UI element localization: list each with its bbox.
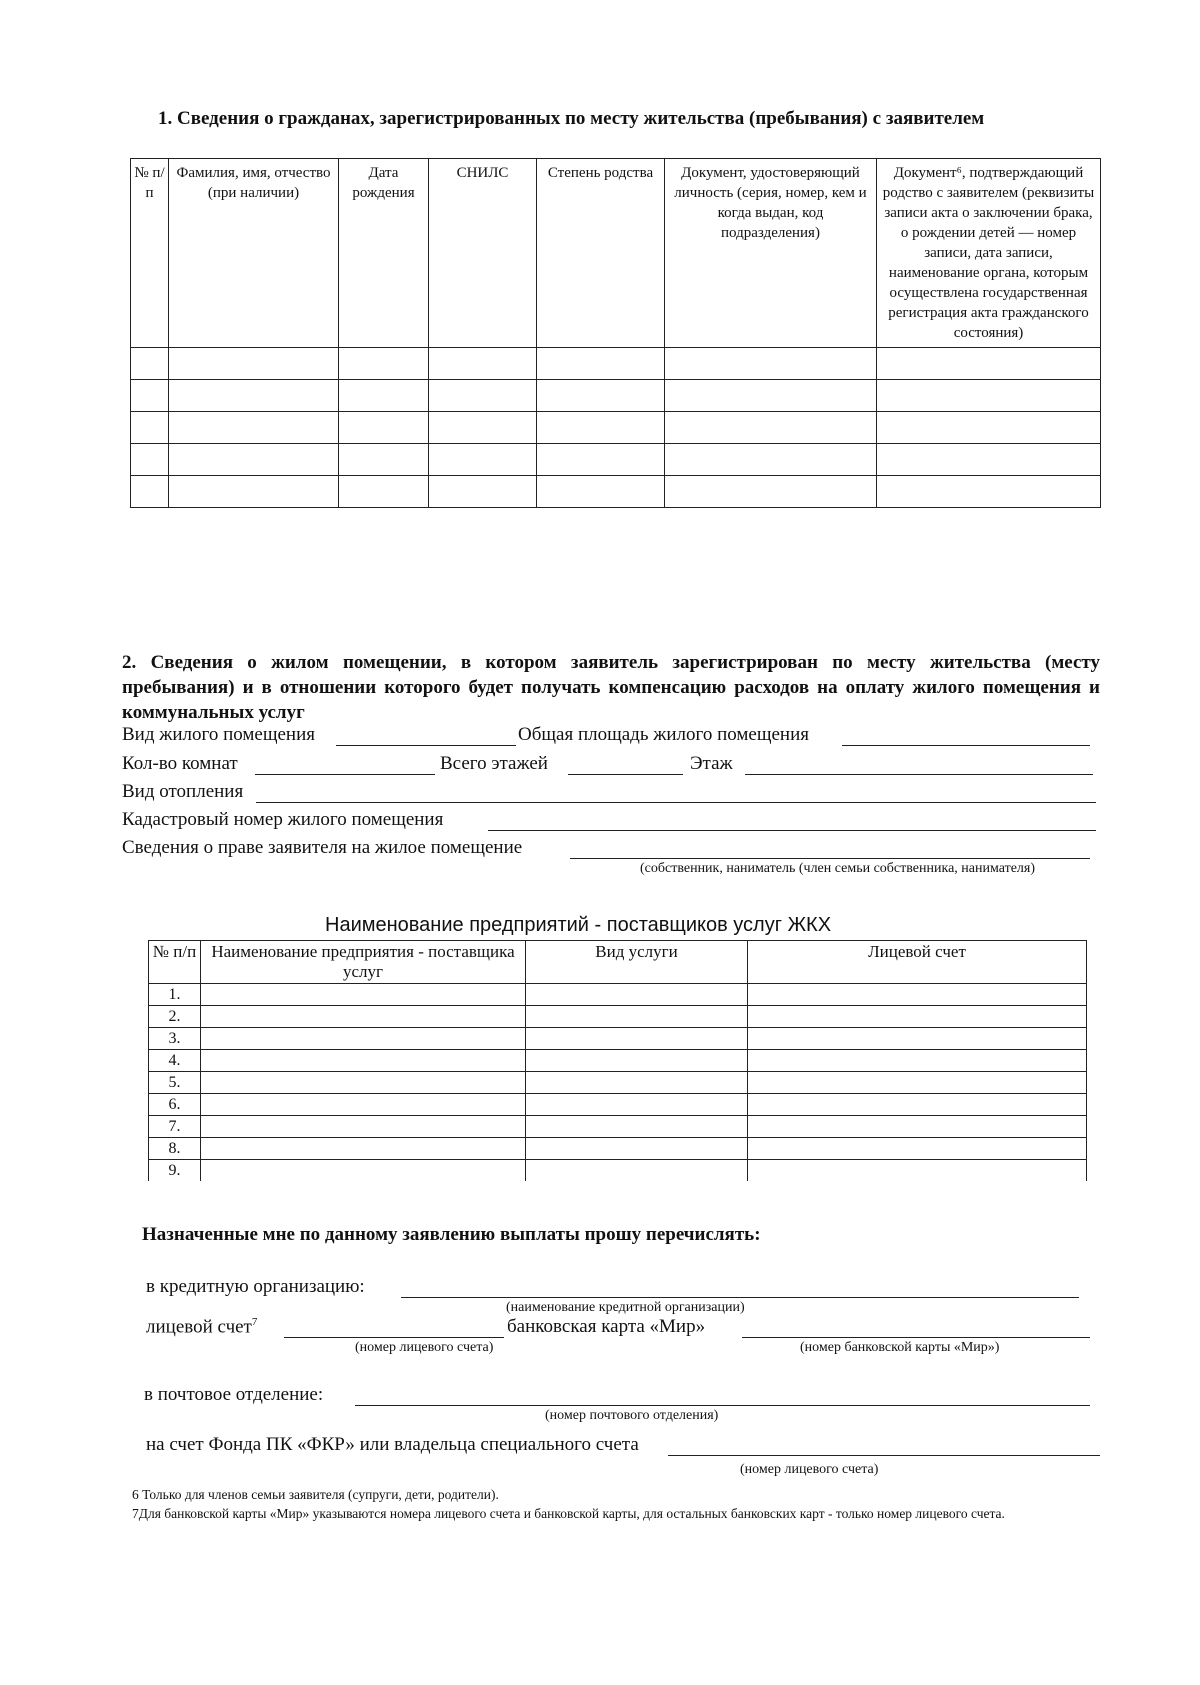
- credit-org-label: в кредитную организацию:: [146, 1276, 365, 1297]
- rights-label: Сведения о праве заявителя на жилое помещение: [122, 837, 523, 858]
- rooms-label: Кол-во комнат: [122, 753, 238, 774]
- table-row: 6.: [149, 1094, 1087, 1116]
- floors-total-label: Всего этажей: [440, 753, 548, 774]
- table-row: [131, 476, 1101, 508]
- cadastral-label: Кадастровый номер жилого помещения: [122, 809, 444, 830]
- card-label: банковская карта «Мир»: [507, 1316, 706, 1337]
- providers-col-name: Наименование предприятия - поставщика услуг: [201, 941, 526, 984]
- table-row: 3.: [149, 1028, 1087, 1050]
- col-id-document: Документ, удостоверяющий личность (серия, номер, кем и когда выдан, код подразделения): [665, 159, 877, 348]
- fund-label: на счет Фонда ПК «ФКР» или владельца специального счета: [146, 1434, 639, 1455]
- post-label: в почтовое отделение:: [144, 1384, 324, 1405]
- rights-hint: (собственник, наниматель (член семьи собственника, нанимателя): [640, 861, 1036, 876]
- table-row: 5.: [149, 1072, 1087, 1094]
- housing-type-field[interactable]: [336, 745, 516, 746]
- col-relation: Степень родства: [537, 159, 665, 348]
- citizens-table: [130, 158, 1101, 508]
- table-row: 4.: [149, 1050, 1087, 1072]
- table-row: [131, 348, 1101, 380]
- providers-col-service: Вид услуги: [526, 941, 748, 984]
- heating-label: Вид отопления: [122, 781, 244, 802]
- floors-total-field[interactable]: [568, 774, 683, 775]
- post-field[interactable]: [355, 1405, 1090, 1406]
- account-footnote-mark: 7: [251, 1316, 258, 1328]
- table-row: 9.: [149, 1160, 1087, 1182]
- col-full-name: Фамилия, имя, отчество (при наличии): [169, 159, 339, 348]
- account-field[interactable]: [284, 1337, 504, 1338]
- footnote-6: 6 Только для членов семьи заявителя (супруги, дети, родители).: [132, 1487, 499, 1502]
- floor-label: Этаж: [690, 753, 733, 774]
- section1-title: 1. Сведения о гражданах, зарегистрированных по месту жительства (пребывания) с заявителем: [158, 108, 985, 129]
- credit-org-field[interactable]: [401, 1297, 1079, 1298]
- providers-table: [148, 940, 1087, 1181]
- heating-field[interactable]: [256, 802, 1096, 803]
- providers-col-number: № п/п: [149, 941, 201, 984]
- providers-caption: Наименование предприятий - поставщиков услуг ЖКХ: [325, 914, 832, 936]
- table-row: [131, 380, 1101, 412]
- footnote-7: 7Для банковской карты «Мир» указываются номера лицевого счета и банковской карты, для остальных банковских карт - только номер лицевого счета.: [132, 1506, 1005, 1521]
- housing-type-label: Вид жилого помещения: [122, 724, 316, 745]
- table-row: 2.: [149, 1006, 1087, 1028]
- payment-title: Назначенные мне по данному заявлению выплаты прошу перечислять:: [142, 1224, 761, 1245]
- providers-col-account: Лицевой счет: [748, 941, 1087, 984]
- credit-org-hint: (наименование кредитной организации): [506, 1300, 745, 1315]
- card-field[interactable]: [742, 1337, 1090, 1338]
- cadastral-field[interactable]: [488, 830, 1096, 831]
- account-hint: (номер лицевого счета): [355, 1340, 494, 1355]
- rooms-field[interactable]: [255, 774, 435, 775]
- table-row: 8.: [149, 1138, 1087, 1160]
- account-label: лицевой счет$^7$: [146, 1316, 258, 1338]
- col-number: № п/п: [131, 159, 169, 348]
- col-birth-date: Дата рождения: [339, 159, 429, 348]
- floor-field[interactable]: [745, 774, 1093, 775]
- col-kinship-document: Документ⁶, подтверждающий родство с заявителем (реквизиты записи акта о заключении брака, о рождении детей — номер записи, дата записи, наименование органа, которым осуществлена государственная регистрация акта гражданского состояния): [877, 159, 1101, 348]
- table-row: 7.: [149, 1116, 1087, 1138]
- table-row: [131, 444, 1101, 476]
- post-hint: (номер почтового отделения): [545, 1408, 719, 1423]
- total-area-label: Общая площадь жилого помещения: [518, 724, 809, 745]
- col-snils: СНИЛС: [429, 159, 537, 348]
- card-hint: (номер банковской карты «Мир»): [800, 1340, 1000, 1355]
- table-row: [131, 412, 1101, 444]
- table-row: 1.: [149, 984, 1087, 1006]
- total-area-field[interactable]: [842, 745, 1090, 746]
- section2-title: 2. Сведения о жилом помещении, в котором заявитель зарегистрирован по месту жительства (месту пребывания) и в отношении которого будет получать компенсацию расходов на оплату жилого помещения и коммунальных услуг: [122, 652, 1100, 723]
- rights-field[interactable]: [570, 858, 1090, 859]
- fund-hint: (номер лицевого счета): [740, 1462, 879, 1477]
- fund-field[interactable]: [668, 1455, 1100, 1456]
